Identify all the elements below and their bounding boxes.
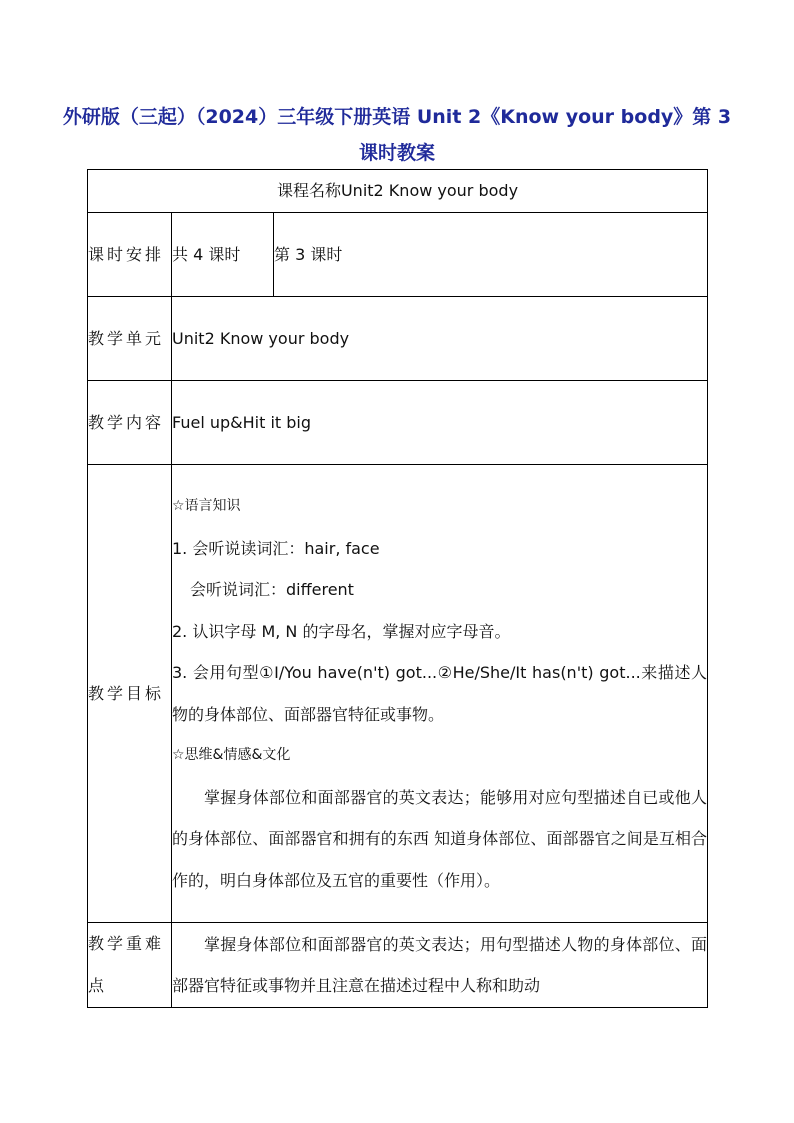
unit-row <box>88 297 708 381</box>
goals-section-language: ☆语言知识 <box>172 498 241 514</box>
key-points-text: 掌握身体部位和面部器官的英文表达；用句型描述人物的身体部位、面部器官特征或事物并且注意在描述过程中人称和助动 <box>172 934 708 995</box>
schedule-current: 第 3 课时 <box>274 213 708 297</box>
unit-value: Unit2 Know your body <box>172 297 708 381</box>
goals-content <box>172 465 708 923</box>
content-label: 教学内容 <box>88 381 172 465</box>
goals-item-1-sub: 会听说词汇：different <box>190 580 354 599</box>
goals-section-thinking-text: 掌握身体部位和面部器官的英文表达；能够用对应句型描述自已或他人的身体部位、面部器官和拥有的东西 知道身体部位、面部器官之间是互相合作的，明白身体部位及五官的重要性（作用）。 <box>172 787 708 890</box>
goals-section-thinking: ☆思维&情感&文化 <box>172 747 291 763</box>
goals-item-1: 1. 会听说读词汇：hair, face <box>172 538 380 558</box>
key-points-row <box>88 923 708 1008</box>
content-row <box>88 381 708 465</box>
goals-row <box>88 465 708 923</box>
lesson-plan-table <box>87 169 708 1008</box>
key-points-label: 教学重难点 <box>88 923 172 1008</box>
goals-item-2: 2. 认识字母 M, N 的字母名，掌握对应字母音。 <box>172 621 511 641</box>
document-title: 外研版（三起）（2024）三年级下册英语 Unit 2《Know your body》第 3 课时教案 <box>62 106 732 164</box>
content-value: Fuel up&Hit it big <box>172 381 708 465</box>
schedule-label: 课时安排 <box>88 213 172 297</box>
goals-label: 教学目标 <box>88 465 172 923</box>
key-points-content <box>172 923 708 1008</box>
unit-label: 教学单元 <box>88 297 172 381</box>
course-name-row <box>88 170 708 213</box>
course-name-cell: 课程名称Unit2 Know your body <box>88 170 708 213</box>
schedule-row <box>88 213 708 297</box>
goals-item-3: 3. 会用句型①I/You have(n't) got...②He/She/It has(n't) got...来描述人物的身体部位、面部器官特征或事物。 <box>172 663 708 724</box>
schedule-total: 共 4 课时 <box>172 213 274 297</box>
